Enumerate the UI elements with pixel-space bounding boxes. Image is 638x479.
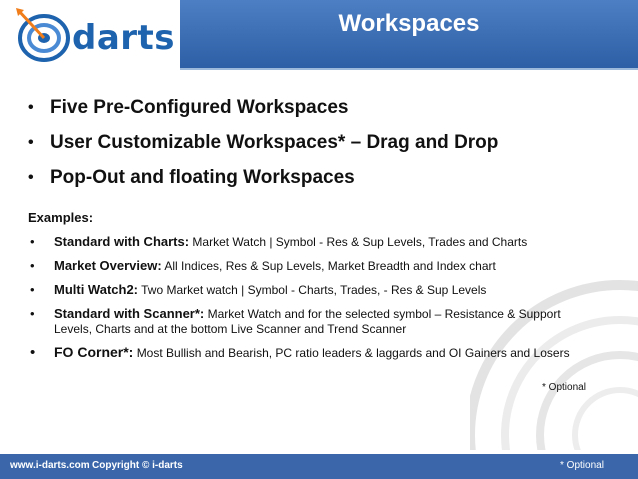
example-item: • Market Overview: All Indices, Res & Sup Levels, Market Breadth and Index chart <box>30 258 496 273</box>
example-item: • Standard with Scanner*: Market Watch and for the selected symbol – Resistance & Support Levels, Charts and at the bottom Live Scanner and Trend Scanner <box>30 306 561 336</box>
footer <box>0 454 638 479</box>
target-icon <box>14 8 74 64</box>
footer-copyright: Copyright © i-darts <box>92 460 183 471</box>
logo <box>14 8 174 64</box>
example-label: FO Corner*: <box>54 344 134 360</box>
header <box>0 0 638 70</box>
example-label: Standard with Charts: <box>54 234 190 249</box>
page-title: Workspaces <box>338 10 480 37</box>
feature-item: • Pop-Out and floating Workspaces <box>28 166 355 188</box>
example-text: Market Watch | Symbol - Res & Sup Levels, Trades and Charts <box>192 235 528 249</box>
example-label: Multi Watch2: <box>54 282 139 297</box>
feature-item: • User Customizable Workspaces* – Drag and Drop <box>28 131 499 153</box>
feature-text: Pop-Out and floating Workspaces <box>50 166 355 188</box>
example-item: • Standard with Charts: Market Watch | Symbol - Res & Sup Levels, Trades and Charts <box>30 234 528 249</box>
title-bar <box>180 0 638 68</box>
example-item: • FO Corner*: Most Bullish and Bearish, PC ratio leaders & laggards and OI Gainers and Losers <box>30 344 570 361</box>
footer-optional-note: * Optional <box>560 460 604 471</box>
example-text: Two Market watch | Symbol - Charts, Trades, - Res & Sup Levels <box>141 283 487 297</box>
feature-text: Five Pre-Configured Workspaces <box>50 96 349 118</box>
example-label: Standard with Scanner*: <box>54 306 205 321</box>
example-text: All Indices, Res & Sup Levels, Market Breadth and Index chart <box>164 259 496 273</box>
example-label: Market Overview: <box>54 258 162 273</box>
feature-item: • Five Pre-Configured Workspaces <box>28 96 349 118</box>
slide-content <box>0 70 638 450</box>
feature-list <box>28 90 628 195</box>
examples-list <box>28 234 628 361</box>
examples-heading: Examples: <box>28 210 94 225</box>
example-item: • Multi Watch2: Two Market watch | Symbol - Charts, Trades, - Res & Sup Levels <box>30 282 487 297</box>
logo-text: darts <box>72 18 176 58</box>
footer-url[interactable]: www.i-darts.com <box>10 460 90 471</box>
optional-note: * Optional <box>542 382 586 393</box>
example-text: Market Watch and for the selected symbol – Resistance & Support Levels, Charts and at the bottom Live Scanner and Trend Scanner <box>54 307 561 336</box>
feature-text: User Customizable Workspaces* – Drag and Drop <box>50 131 499 153</box>
example-text: Most Bullish and Bearish, PC ratio leaders & laggards and OI Gainers and Losers <box>136 346 570 360</box>
